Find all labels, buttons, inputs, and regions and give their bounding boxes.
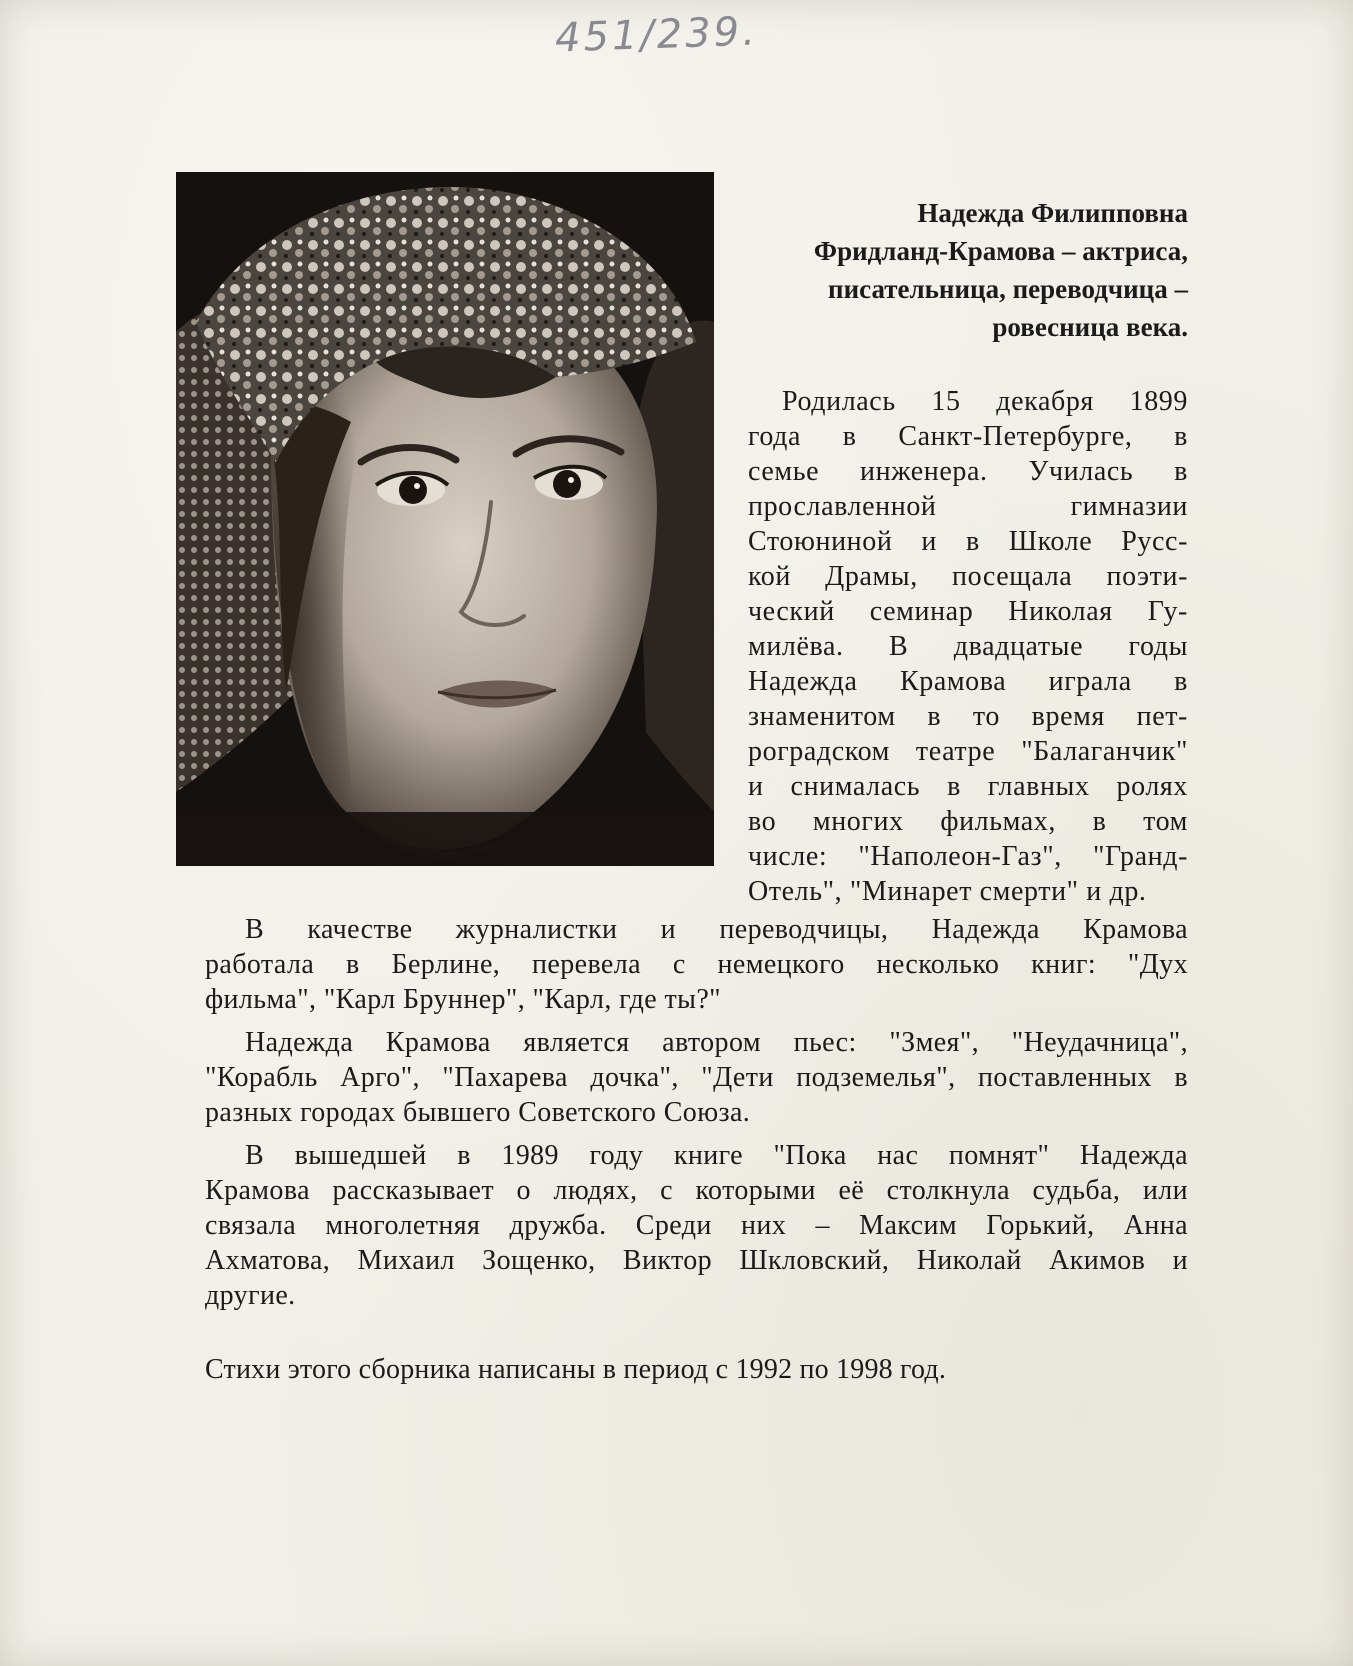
bio-line: числе: "Наполеон-Газ", "Гранд-: [748, 841, 1188, 872]
bio-line: роградском театре "Балаганчик": [748, 736, 1188, 767]
paragraph-line: Надежда Крамова является автором пьес: "Змея", "Неудачница",: [245, 1027, 1188, 1058]
paragraph-line: другие.: [205, 1280, 296, 1311]
closing-note: Стихи этого сборника написаны в период с 1992 по 1998 год.: [205, 1354, 947, 1385]
author-heading: [718, 194, 1188, 346]
bio-line: прославленной гимназии: [748, 491, 1188, 522]
heading-line: Надежда Филипповна: [917, 198, 1188, 228]
portrait-photo: [176, 172, 714, 866]
paragraph-line: В качестве журналистки и переводчицы, Надежда Крамова: [245, 914, 1188, 945]
heading-line: писательница, переводчица –: [828, 274, 1188, 304]
paragraph-line: разных городах бывшего Советского Союза.: [205, 1097, 751, 1128]
paragraph-plays: [205, 1025, 1188, 1130]
paragraph-line: В вышедшей в 1989 году книге "Пока нас помнят" Надежда: [245, 1140, 1188, 1171]
paragraph-line: Ахматова, Михаил Зощенко, Виктор Шкловский, Николай Акимов и: [205, 1245, 1188, 1276]
heading-line: ровесница века.: [992, 312, 1188, 342]
portrait-illustration: [176, 172, 714, 866]
bio-line: семье инженера. Училась в: [748, 456, 1188, 487]
biography-side-column: [748, 384, 1188, 909]
paragraph-line: связала многолетняя дружба. Среди них – Максим Горький, Анна: [205, 1210, 1188, 1241]
bio-line: милёва. В двадцатые годы: [748, 631, 1188, 662]
bio-line: во многих фильмах, в том: [748, 806, 1188, 837]
paragraph-memoir: [205, 1138, 1188, 1313]
paragraph-journalism: [205, 912, 1188, 1017]
handwritten-catalog-number: 451/239.: [554, 8, 759, 62]
bio-line: года в Санкт-Петербурге, в: [748, 421, 1188, 452]
bio-line: кой Драмы, посещала поэти-: [748, 561, 1188, 592]
paragraph-line: работала в Берлине, перевела с немецкого несколько книг: "Дух: [205, 949, 1188, 980]
bio-line: и снималась в главных ролях: [748, 771, 1188, 802]
bio-line: Стоюниной и в Школе Русс-: [748, 526, 1188, 557]
bio-line: Отель", "Минарет смерти" и др.: [748, 876, 1147, 907]
bio-line: Надежда Крамова играла в: [748, 666, 1188, 697]
paragraph-line: фильма", "Карл Бруннер", "Карл, где ты?": [205, 984, 721, 1015]
paragraph-line: Крамова рассказывает о людях, с которыми её столкнула судьба, или: [205, 1175, 1188, 1206]
bio-line: ческий семинар Николая Гу-: [748, 596, 1188, 627]
heading-line: Фридланд-Крамова – актриса,: [813, 236, 1188, 266]
bio-line: знаменитом в то время пет-: [748, 701, 1188, 732]
paragraph-line: "Корабль Арго", "Пахарева дочка", "Дети подземелья", поставленных в: [205, 1062, 1188, 1093]
bio-line: Родилась 15 декабря 1899: [782, 386, 1188, 417]
